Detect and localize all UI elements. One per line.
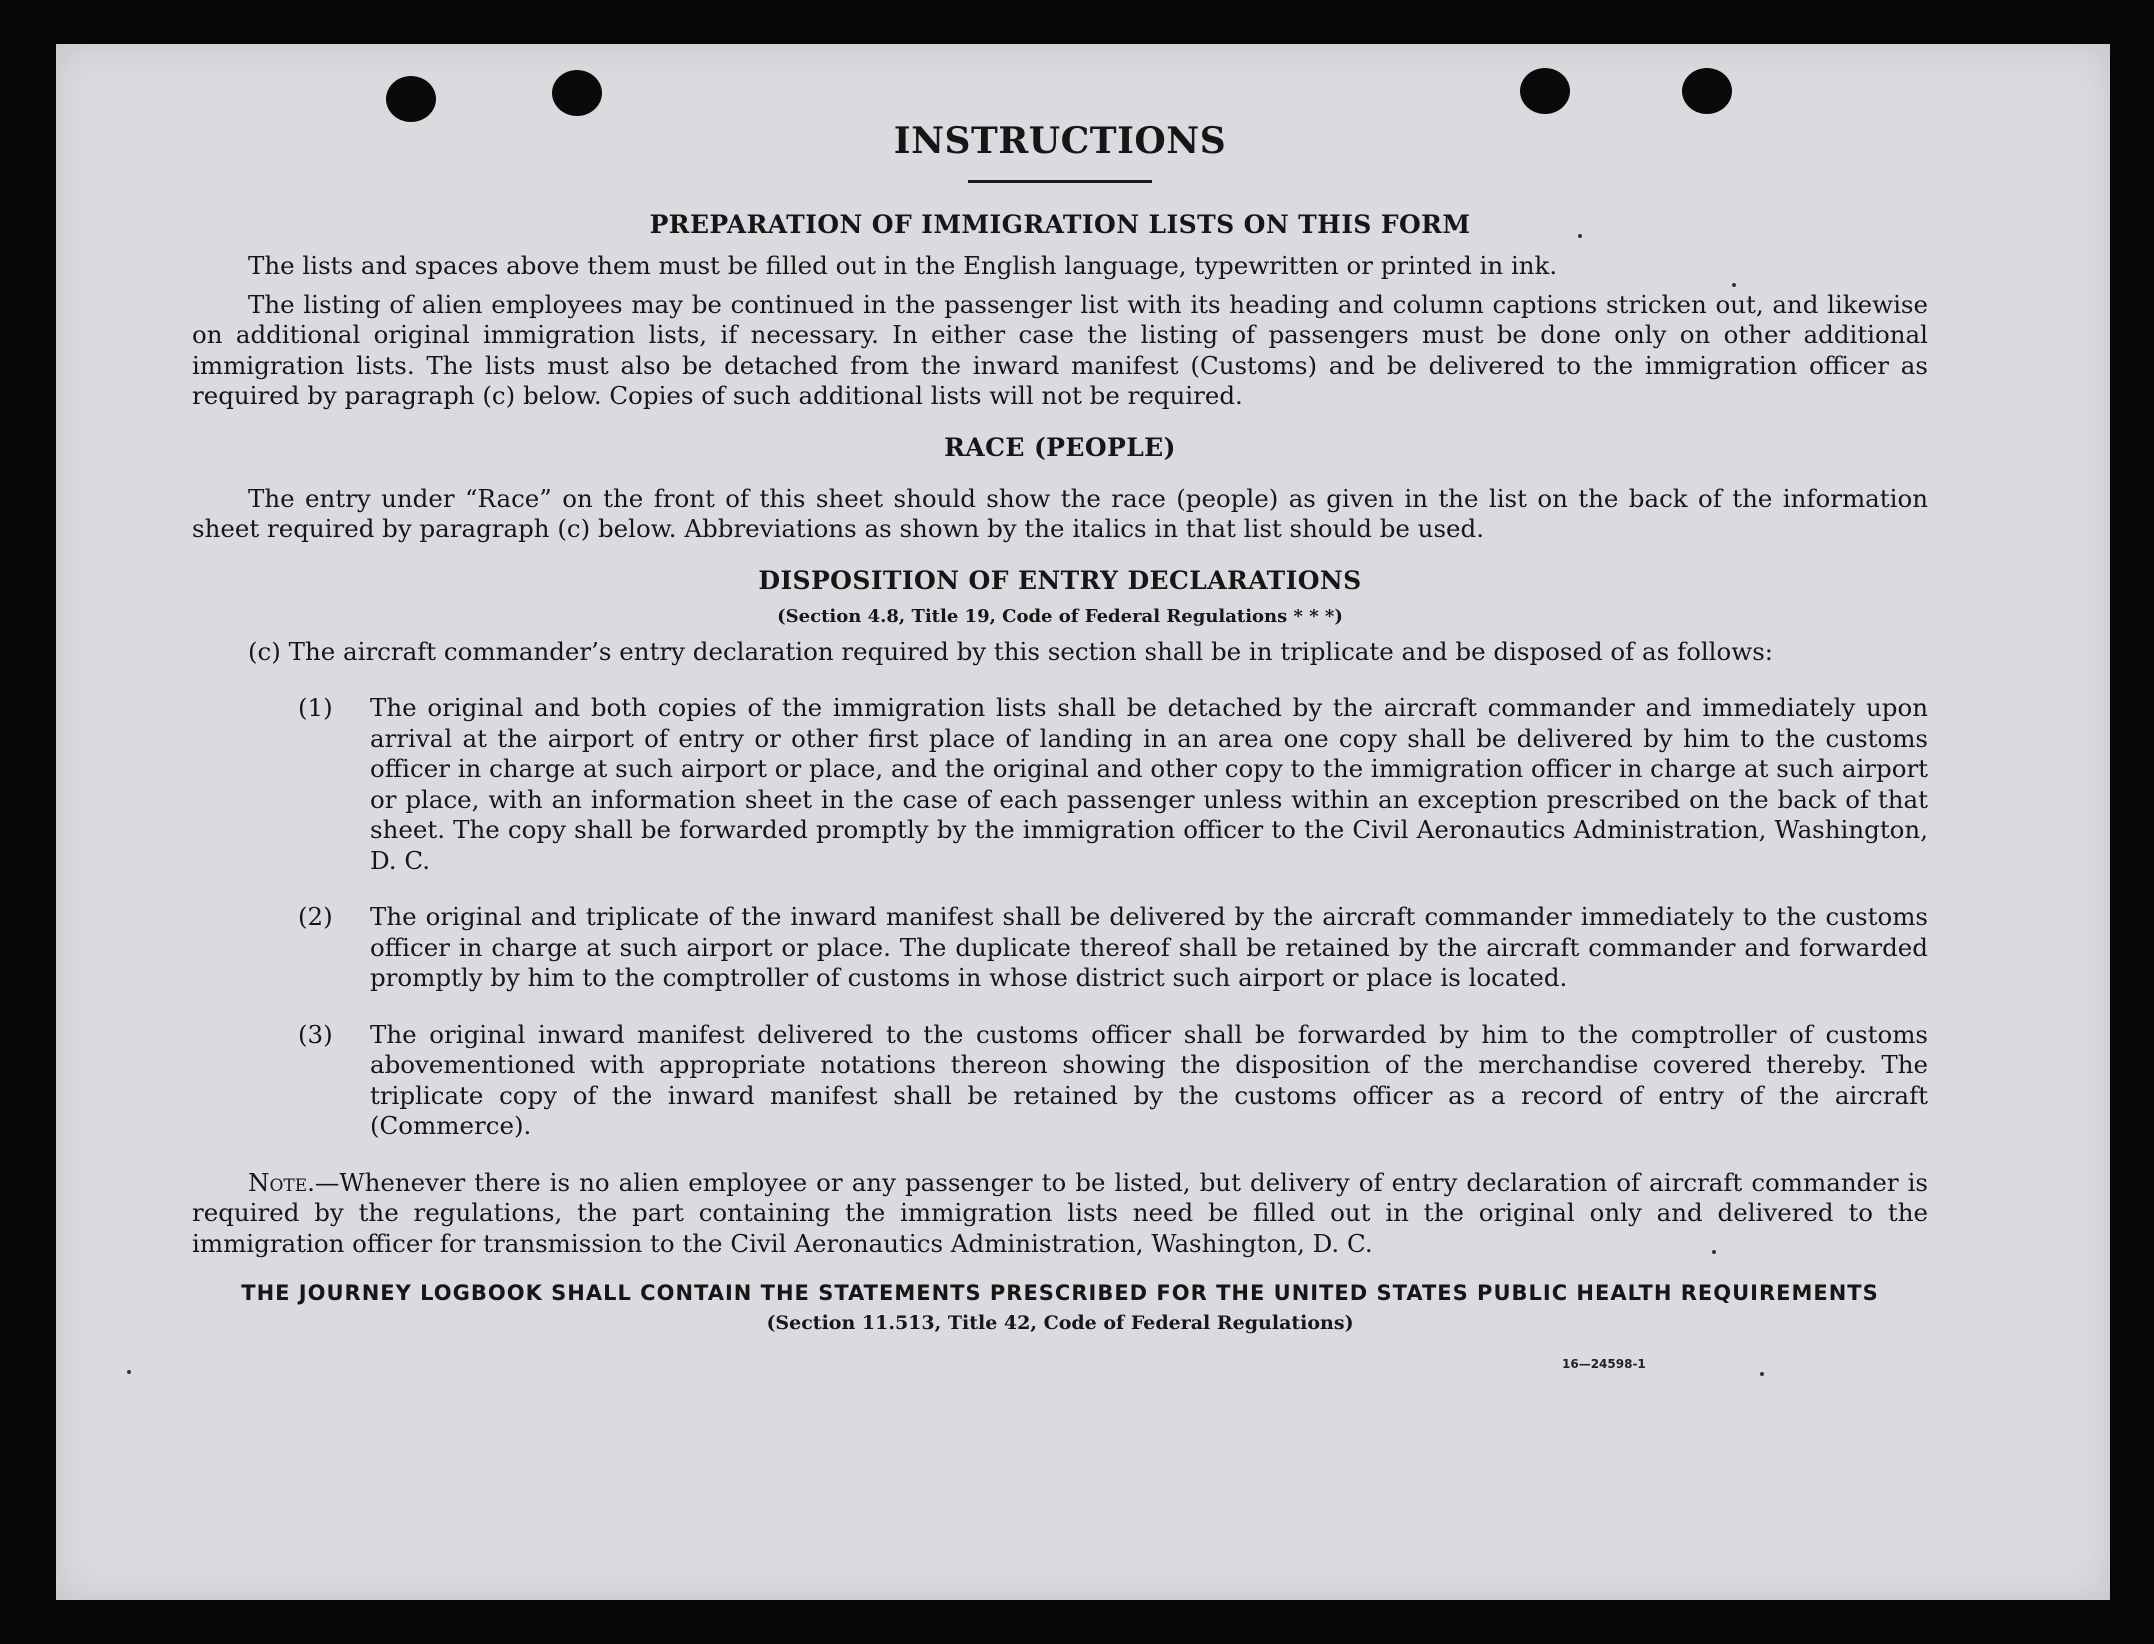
preparation-paragraph-2: The listing of alien employees may be continued in the passenger list with its heading and column captions stricken out, and likewise on additional original immigration lists, if necessary. In either case the listing of passengers must be done only on other additional immigration lists. The lists must also be detached from the inward manifest (Customs) and be delivered to the immigration officer as required by paragraph (c) below. Copies of such additional lists will not be required. <box>192 289 1928 410</box>
item-text: The original and triplicate of the inward manifest shall be delivered by the aircraft commander immediately to the customs officer in charge at such airport or place. The duplicate thereof shall be retained by the aircraft commander and forwarded promptly by him to the comptroller of customs in whose district such airport or place is located. <box>370 902 1928 992</box>
instructions-document <box>192 114 1928 1337</box>
race-paragraph: The entry under “Race” on the front of this sheet should show the race (people) as given in the list on the back of the information sheet required by paragraph (c) below. Abbreviations as shown by the italics in that list should be used. <box>192 483 1928 543</box>
footer-citation: (Section 11.513, Title 42, Code of Federal Regulations) <box>766 1312 1354 1334</box>
punch-hole <box>1520 68 1570 114</box>
title-underline <box>968 180 1152 183</box>
note-text: —Whenever there is no alien employee or any passenger to be listed, but delivery of entry declaration of aircraft commander is required by the regulations, the part containing the immigration lists need be filled out in the original only and delivered to the immigration officer for transmission to the Civil Aeronautics Administration, Washington, D. C. <box>192 1167 1928 1258</box>
disposition-citation: (Section 4.8, Title 19, Code of Federal Regulations * * *) <box>777 605 1343 627</box>
disposition-intro: (c) The aircraft commander’s entry declaration required by this section shall be in triplicate and be disposed of as follows: <box>248 636 1774 666</box>
item-text: The original inward manifest delivered to the customs officer shall be forwarded by him to the comptroller of customs abovementioned with appropriate notations thereon showing the disposition of the merchandise covered thereby. The triplicate copy of the inward manifest shall be retained by the customs officer as a record of entry of the aircraft (Commerce). <box>370 1019 1928 1140</box>
paper-speck <box>1578 234 1582 238</box>
paper-speck <box>1732 283 1736 287</box>
item-text: The original and both copies of the immigration lists shall be detached by the aircraft commander and immediately upon arrival at the airport of entry or other first place of landing in an area one copy shall be delivered by him to the customs officer in charge at such airport or place, and the original and other copy to the immigration officer in charge at such airport or place, with an information sheet in the case of each passenger unless within an exception prescribed on the back of that sheet. The copy shall be forwarded promptly by the immigration officer to the Civil Aeronautics Administration, Washington, D. C. <box>370 693 1928 875</box>
document-title: INSTRUCTIONS <box>893 120 1227 162</box>
preparation-heading: PREPARATION OF IMMIGRATION LISTS ON THIS FORM <box>649 210 1471 239</box>
footer-heading: THE JOURNEY LOGBOOK SHALL CONTAIN THE STATEMENTS PRESCRIBED FOR THE UNITED STATES PUBLIC HEALTH REQUIREMENTS <box>241 1281 1879 1305</box>
paper-speck <box>1760 1372 1764 1376</box>
preparation-paragraph-1: The lists and spaces above them must be filled out in the English language, typewritten or printed in ink. <box>248 251 1558 280</box>
item-number: (2) <box>298 902 333 931</box>
punch-hole <box>552 70 602 116</box>
punch-hole <box>1682 68 1732 114</box>
disposition-item <box>192 902 1928 994</box>
note-lead: Note. <box>248 1167 315 1197</box>
form-number: 16—24598-1 <box>1562 1357 1646 1371</box>
disposition-item <box>192 1020 1928 1142</box>
disposition-heading: DISPOSITION OF ENTRY DECLARATIONS <box>758 565 1362 595</box>
paper-speck <box>1712 1250 1716 1254</box>
disposition-item <box>192 693 1928 876</box>
item-number: (1) <box>298 693 333 722</box>
item-number: (3) <box>298 1019 333 1049</box>
race-heading: RACE (PEOPLE) <box>944 432 1176 462</box>
paper-speck <box>127 1370 131 1374</box>
note-paragraph <box>192 1168 1928 1260</box>
